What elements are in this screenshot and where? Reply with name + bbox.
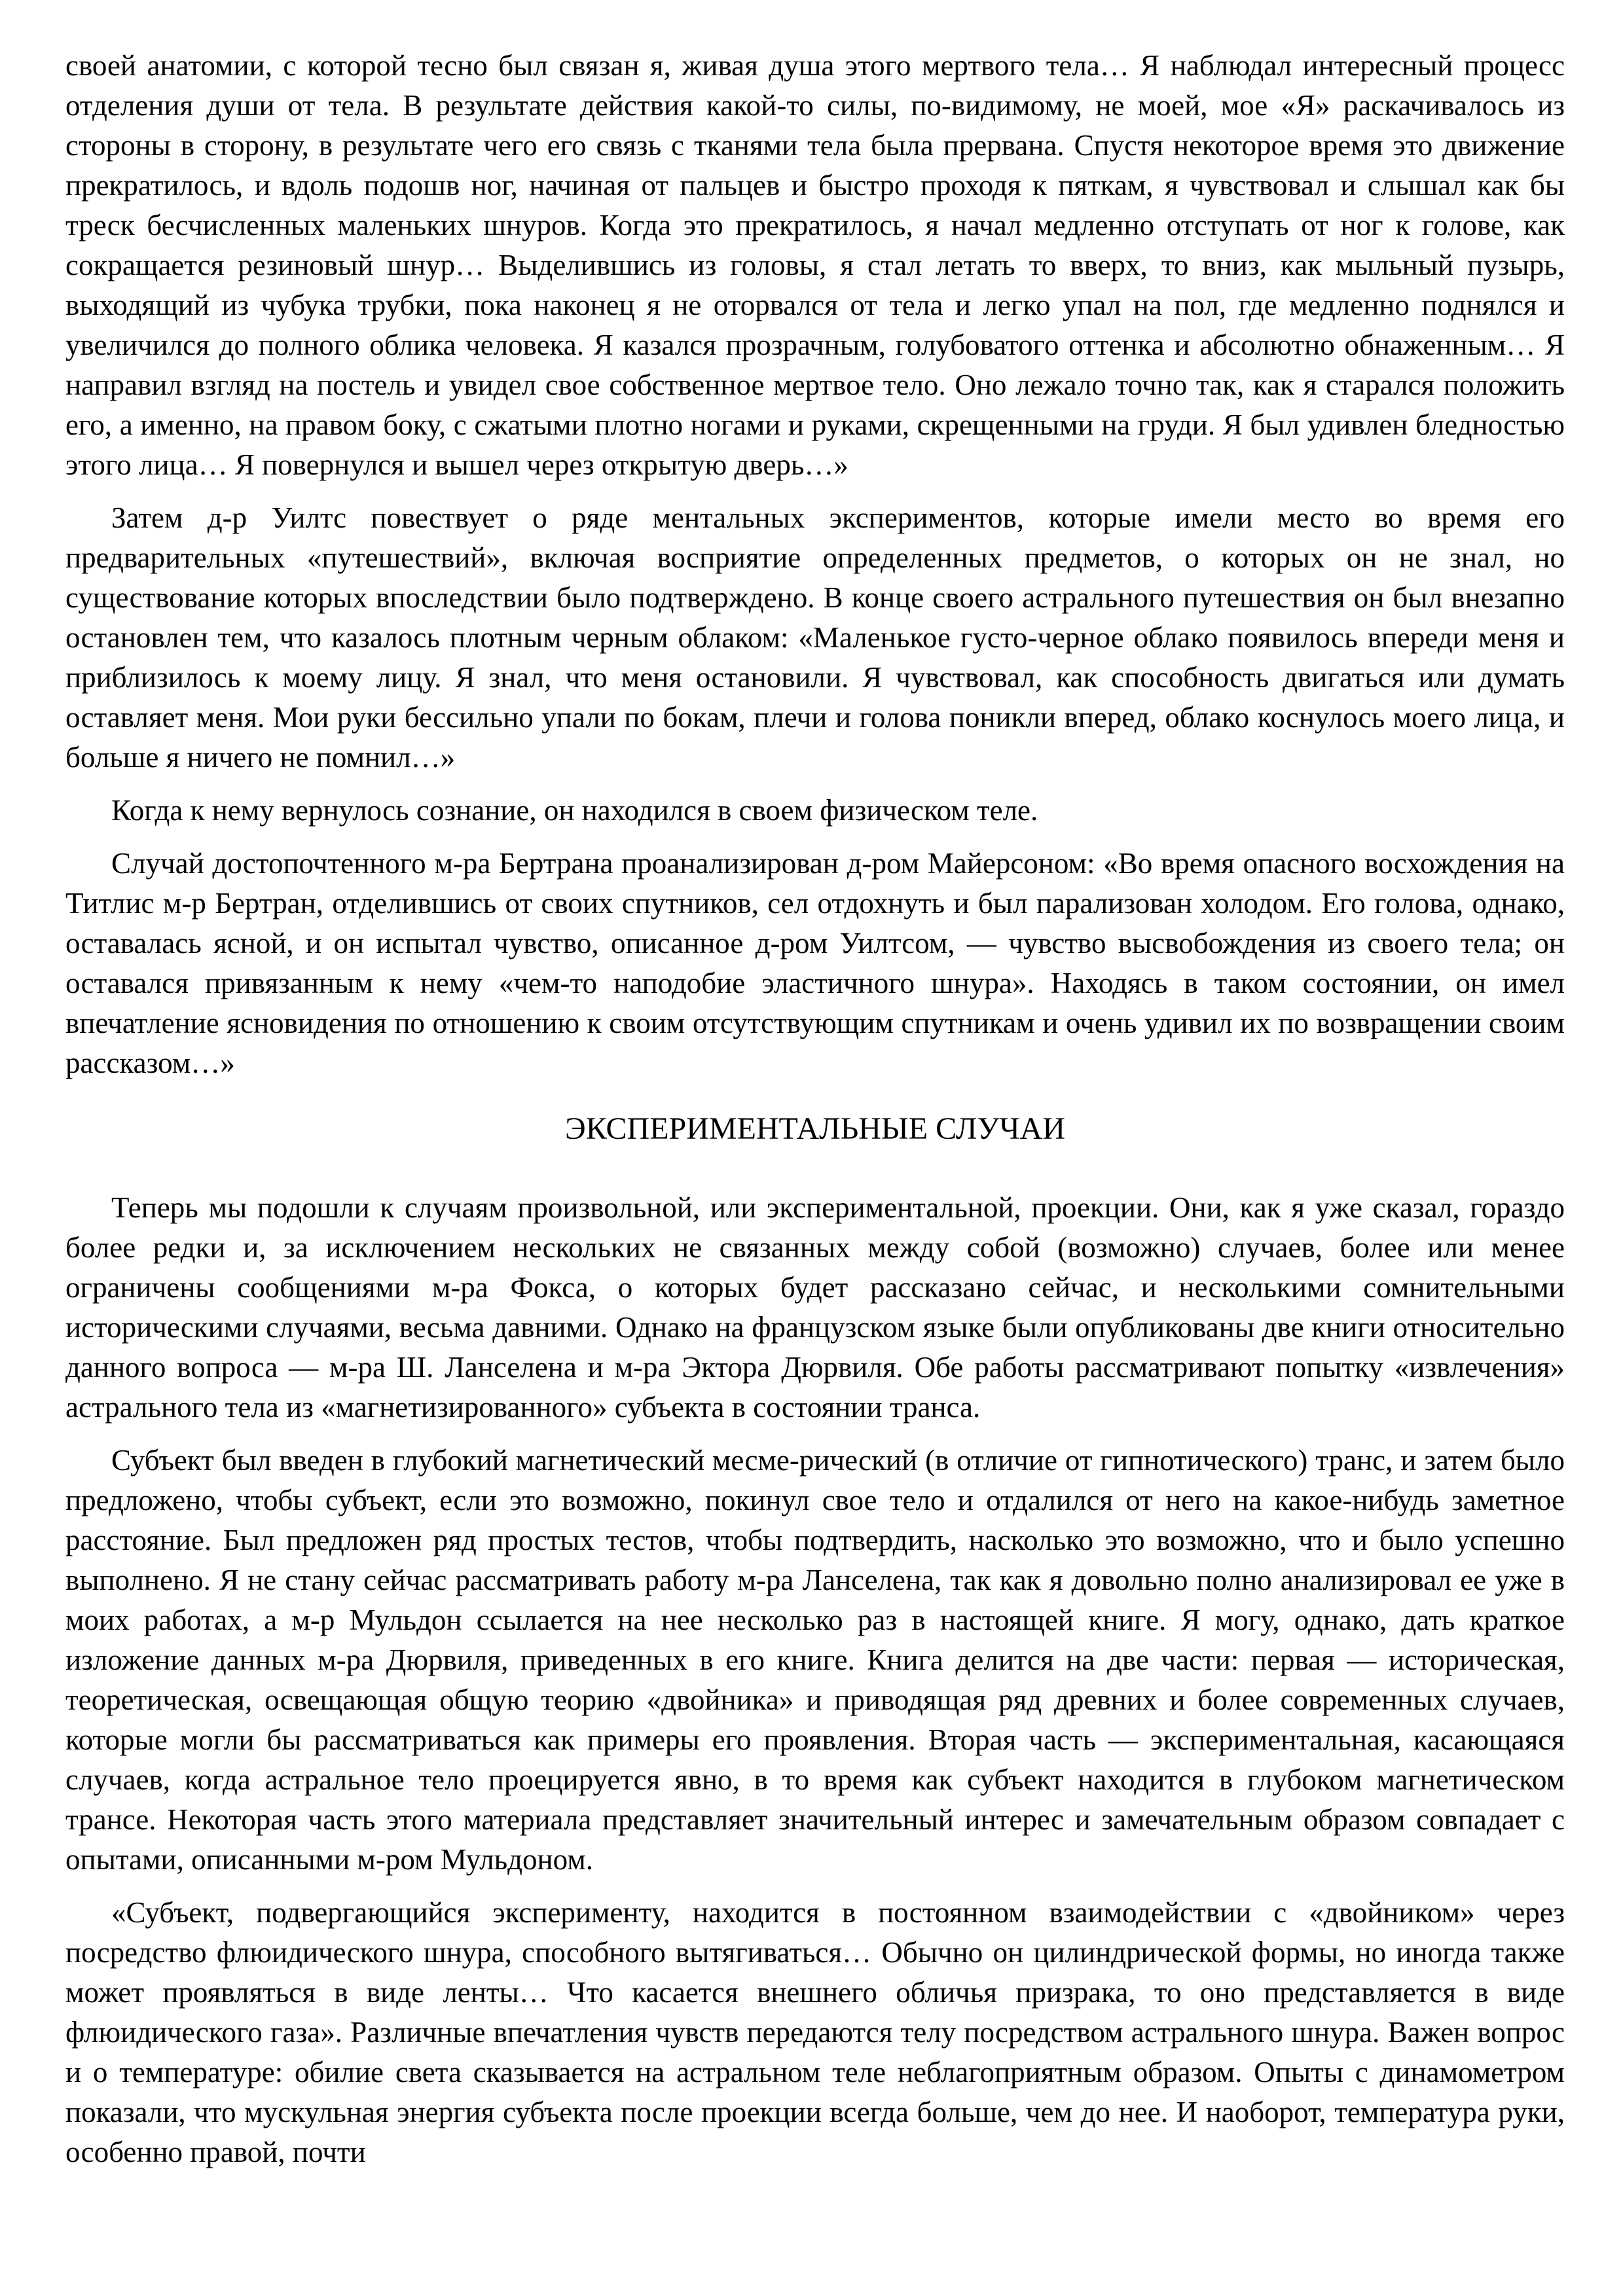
paragraph-continuation: своей анатомии, с которой тесно был связан я, живая душа этого мертвого тела… Я наблюдал интересный процесс отделения души от тела. В результате действия какой-то силы, по-видимому, не моей, мое «Я» раскачивалось из стороны в сторону, в результате чего его связь с тканями тела была прервана. Спустя некоторое время это движение прекратилось, и вдоль подошв ног, начиная от пальцев и быстро проходя к пяткам, я чувствовал и слышал как бы треск бесчисленных маленьких шнуров. Когда это прекратилось, я начал медленно отступать от ног к голове, как сокращается резиновый шнур… Выделившись из головы, я стал летать то вверх, то вниз, как мыльный пузырь, выходящий из чубука трубки, пока наконец я не оторвался от тела и легко упал на пол, где медленно поднялся и увеличился до полного облика человека. Я казался прозрачным, голубоватого оттенка и абсолютно обнаженным… Я направил взгляд на постель и увидел свое собственное мертвое тело. Оно лежало точно так, как я старался положить его, а именно, на правом боку, с сжатыми плотно ногами и руками, скрещенными на груди. Я был удивлен бледностью этого лица… Я повернулся и вышел через открытую дверь…» (65, 49, 1565, 481)
section-heading: ЭКСПЕРИМЕНТАЛЬНЫЕ СЛУЧАИ (565, 1111, 1065, 1146)
paragraph-fluidic-cord: «Субъект, подвергающийся эксперименту, находится в постоянном взаимодействии с «двойником» через посредство флюидического шнура, способного вытягиваться… Обычно он цилиндрической формы, но иногда также может проявляться в виде ленты… Что касается внешнего обличья призрака, то оно представляется в виде флюидического газа». Различные впечатления чувств передаются телу посредством астрального шнура. Важен вопрос и о температуре: обилие света сказывается на астральном теле неблагоприятным образом. Опыты с динамометром показали, что мускульная энергия субъекта после проекции всегда больше, чем до нее. И наоборот, температура руки, особенно правой, почти (65, 1896, 1565, 2168)
paragraph-subject-trance: Субъект был введен в глубокий магнетический месме-рический (в отличие от гипнотического) транс, и затем было предложено, чтобы субъект, если это возможно, покинул свое тело и отдалился от него на какое-нибудь заметное расстояние. Был предложен ряд простых тестов, чтобы подтвердить, насколько это возможно, что и было успешно выполнено. Я не стану сейчас рассматривать работу м-ра Ланселена, так как я довольно полно анализировал ее уже в моих работах, а м-р Мульдон ссылается на нее несколько раз в настоящей книге. Я могу, однако, дать краткое изложение данных м-ра Дюрвиля, приведенных в его книге. Книга делится на две части: первая — историческая, теоретическая, освещающая общую теорию «двойника» и приводящая ряд древних и более современных случаев, которые могли бы рассматриваться как примеры его проявления. Вторая часть — экспериментальная, касающаяся случаев, когда астральное тело проецируется явно, в то время как субъект находится в глубоком магнетическом трансе. Некоторая часть этого материала представляет значительный интерес и замечательным образом совпадает с опытами, описанными м-ром Мульдоном. (65, 1444, 1565, 1876)
paragraph-bertrand-case: Случай достопочтенного м-ра Бертрана проанализирован д-ром Майерсоном: «Во время опасного восхождения на Титлис м-р Бертран, отделившись от своих спутников, сел отдохнуть и был парализован холодом. Его голова, однако, оставалась ясной, и он испытал чувство, описанное д-ром Уилтсом, — чувство высвобождения из своего тела; он оставался привязанным к нему «чем-то наподобие эластичного шнура». Находясь в таком состоянии, он имел впечатление ясновидения по отношению к своим отсутствующим спутникам и очень удивил их по возвращении своим рассказом…» (65, 847, 1565, 1079)
paragraph-consciousness-returned: Когда к нему вернулось сознание, он находился в своем физическом теле. (111, 794, 1038, 827)
document-page (65, 46, 1565, 2185)
paragraph-wilts-experiments: Затем д-р Уилтс повествует о ряде ментальных экспериментов, которые имели место во время его предварительных «путешествий», включая восприятие определенных предметов, о которых он не знал, но существование которых впоследствии было подтверждено. В конце своего астрального путешествия он был внезапно остановлен тем, что казалось плотным черным облаком: «Маленькое густо-черное облако появилось впереди меня и приблизилось к моему лицу. Я знал, что меня остановили. Я чувствовал, как способность двигаться или думать оставляет меня. Мои руки бессильно упали по бокам, плечи и голова поникли вперед, облако коснулось моего лица, и больше я ничего не помнил…» (65, 501, 1565, 774)
paragraph-experimental-cases: Теперь мы подошли к случаям произвольной, или экспериментальной, проекции. Они, как я уже сказал, гораздо более редки и, за исключением нескольких не связанных между собой (возможно) случаев, более или менее ограничены сообщениями м-ра Фокса, о которых будет рассказано сейчас, и несколькими сомнительными историческими случаями, весьма давними. Однако на французском языке были опубликованы две книги относительно данного вопроса — м-ра Ш. Ланселена и м-ра Эктора Дюрвиля. Обе работы рассматривают попытку «извлечения» астрального тела из «магнетизированного» субъекта в состоянии транса. (65, 1191, 1565, 1424)
